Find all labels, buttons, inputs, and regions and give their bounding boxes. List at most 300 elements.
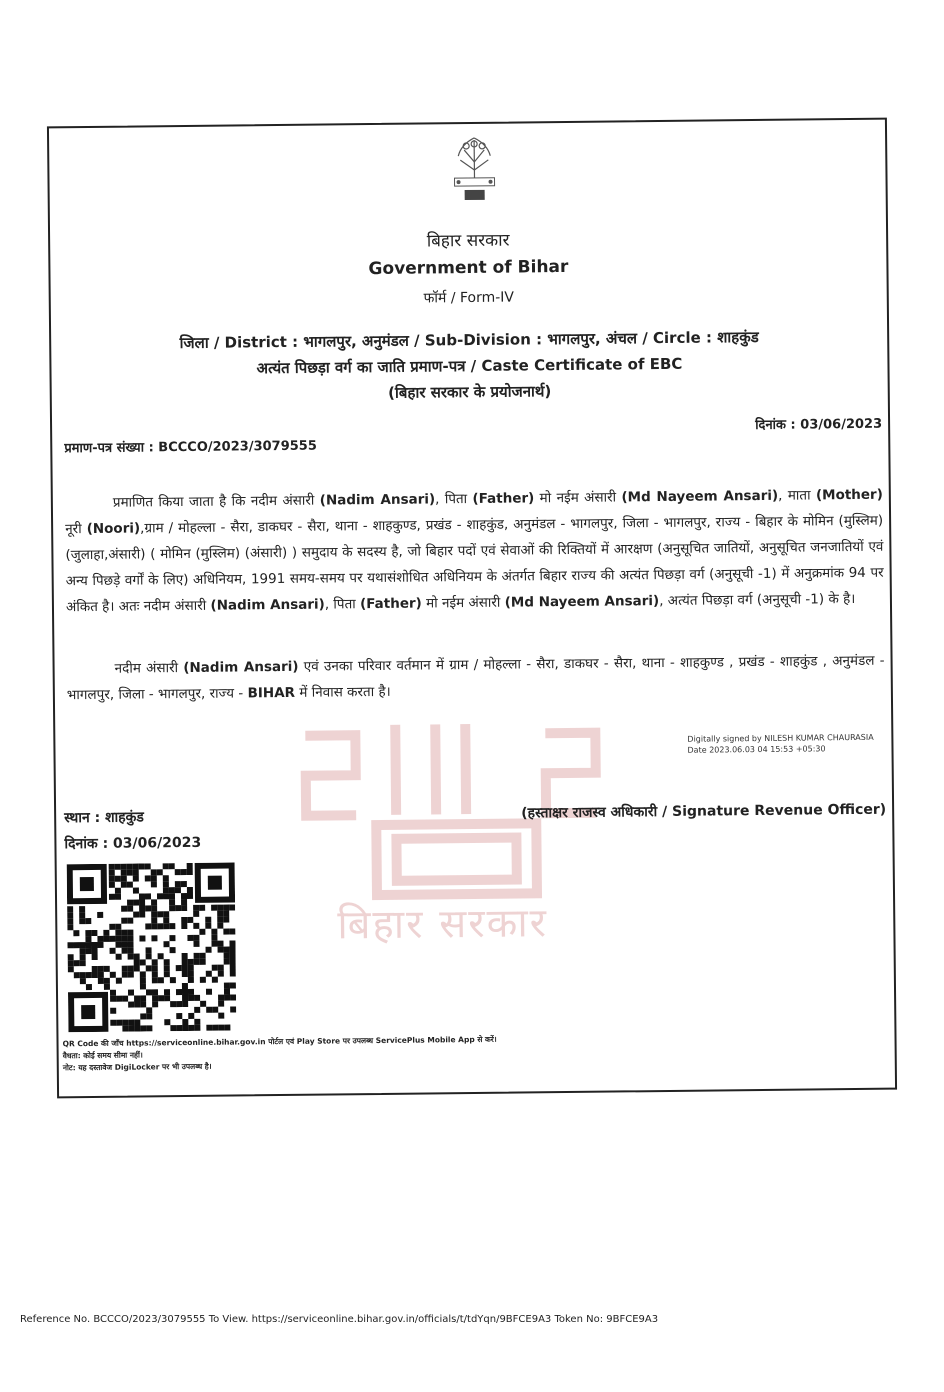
- qr-module: [127, 870, 133, 876]
- qr-module: [127, 936, 133, 942]
- location-line: जिला / District : भागलपुर, अनुमंडल / Sub-Division : भागलपुर, अंचल / Circle : शाहकुंड: [179, 327, 759, 353]
- qr-module: [127, 918, 133, 924]
- qr-module: [229, 904, 235, 910]
- qr-module: [121, 930, 127, 936]
- qr-module: [193, 905, 199, 911]
- qr-module: [169, 863, 175, 869]
- qr-module: [175, 887, 181, 893]
- qr-module: [109, 876, 115, 882]
- qr-module: [182, 959, 188, 965]
- qr-module: [133, 912, 139, 918]
- qr-module: [140, 971, 146, 977]
- qr-module: [163, 875, 169, 881]
- certificate-number: प्रमाण-पत्र संख्या : BCCCO/2023/3079555: [64, 438, 317, 457]
- qr-module: [158, 977, 164, 983]
- qr-module: [182, 1019, 188, 1025]
- qr-module: [146, 989, 152, 995]
- qr-module: [194, 959, 200, 965]
- qr-module: [217, 941, 223, 947]
- qr-module: [230, 982, 236, 988]
- qr-module: [127, 942, 133, 948]
- watermark-text: बिहार सरकार: [337, 900, 549, 949]
- signature-label: (हस्ताक्षर राजस्व अधिकारी / Signature Revenue Officer): [521, 801, 887, 822]
- qr-module: [224, 989, 230, 995]
- qr-module: [152, 977, 158, 983]
- qr-module: [68, 954, 74, 960]
- qr-module: [176, 989, 182, 995]
- qr-module: [146, 965, 152, 971]
- qr-module: [151, 875, 157, 881]
- qr-module: [163, 881, 169, 887]
- qr-module: [116, 996, 122, 1002]
- qr-module: [164, 959, 170, 965]
- qr-module: [121, 870, 127, 876]
- qr-module: [115, 888, 121, 894]
- qr-module: [146, 1013, 152, 1019]
- qr-module: [92, 972, 98, 978]
- qr-module: [146, 1025, 152, 1031]
- certificate-title: अत्यंत पिछड़ा वर्ग का जाति प्रमाण-पत्र / Caste Certificate of EBC: [256, 354, 683, 378]
- qr-module: [92, 966, 98, 972]
- qr-module: [188, 995, 194, 1001]
- qr-module: [157, 869, 163, 875]
- qr-module: [115, 864, 121, 870]
- signing-date: दिनांक : 03/06/2023: [64, 834, 202, 853]
- qr-module: [67, 942, 73, 948]
- footnote-validity: वैधता: कोई समय सीमा नहीं।: [62, 1050, 143, 1061]
- qr-module: [134, 1019, 140, 1025]
- qr-module: [181, 917, 187, 923]
- qr-module: [116, 978, 122, 984]
- qr-module: [170, 1001, 176, 1007]
- qr-module: [187, 863, 193, 869]
- qr-module: [224, 959, 230, 965]
- qr-module: [211, 935, 217, 941]
- qr-module: [79, 912, 85, 918]
- qr-module: [218, 947, 224, 953]
- qr-module: [92, 948, 98, 954]
- qr-module: [121, 918, 127, 924]
- qr-module: [200, 977, 206, 983]
- qr-module: [145, 893, 151, 899]
- qr-module: [128, 966, 134, 972]
- qr-module: [182, 971, 188, 977]
- qr-module: [80, 948, 86, 954]
- qr-module: [182, 983, 188, 989]
- qr-module: [115, 942, 121, 948]
- qr-module: [85, 942, 91, 948]
- qr-module: [205, 923, 211, 929]
- qr-module: [139, 893, 145, 899]
- footnote-digilocker: नोट: यह दस्तावेज DigiLocker पर भी उपलब्ध है।: [62, 1061, 212, 1073]
- header-govt: Government of Bihar: [368, 256, 569, 280]
- qr-module: [200, 959, 206, 965]
- qr-module: [86, 984, 92, 990]
- qr-module: [80, 960, 86, 966]
- qr-module: [193, 935, 199, 941]
- qr-module: [182, 953, 188, 959]
- qr-module: [97, 936, 103, 942]
- qr-module: [224, 983, 230, 989]
- qr-module: [230, 1006, 236, 1012]
- qr-module: [194, 1019, 200, 1025]
- qr-module: [157, 893, 163, 899]
- qr-module: [206, 1007, 212, 1013]
- qr-module: [194, 953, 200, 959]
- qr-module: [224, 1025, 230, 1031]
- qr-module: [92, 954, 98, 960]
- qr-module: [218, 1001, 224, 1007]
- qr-module: [176, 1001, 182, 1007]
- qr-module: [163, 887, 169, 893]
- residence-paragraph: नदीम अंसारी (Nadim Ansari) एवं उनका परिवार वर्तमान में ग्राम / मोहल्ला - सैरा, डाकघर - सैरा, थाना - शाहकुण्ड , प्रखंड - शाहकुंड , अनुमंडल - भागलपुर, जिला - भागलपुर, राज्य - BIHAR में निवास करता है।: [66, 652, 885, 704]
- qr-module: [230, 958, 236, 964]
- qr-module: [115, 930, 121, 936]
- qr-module: [127, 864, 133, 870]
- qr-module: [217, 923, 223, 929]
- qr-module: [152, 971, 158, 977]
- qr-module: [230, 952, 236, 958]
- qr-module: [80, 978, 86, 984]
- qr-module: [134, 965, 140, 971]
- qr-module: [151, 869, 157, 875]
- qr-module: [128, 954, 134, 960]
- qr-module: [104, 978, 110, 984]
- qr-module: [223, 917, 229, 923]
- qr-module: [146, 953, 152, 959]
- qr-module: [193, 923, 199, 929]
- qr-module: [140, 1025, 146, 1031]
- qr-module: [158, 953, 164, 959]
- qr-module: [91, 942, 97, 948]
- qr-module: [194, 995, 200, 1001]
- qr-module: [175, 905, 181, 911]
- qr-module: [121, 936, 127, 942]
- qr-module: [224, 953, 230, 959]
- qr-module: [163, 863, 169, 869]
- qr-module: [145, 863, 151, 869]
- qr-module: [116, 954, 122, 960]
- qr-module: [151, 911, 157, 917]
- qr-module: [109, 864, 115, 870]
- qr-module: [152, 995, 158, 1001]
- qr-module: [146, 1007, 152, 1013]
- qr-module: [182, 1025, 188, 1031]
- bihar-emblem-icon: [444, 134, 505, 209]
- qr-module: [109, 882, 115, 888]
- qr-module: [109, 894, 115, 900]
- qr-module: [188, 1025, 194, 1031]
- qr-module: [122, 1020, 128, 1026]
- qr-module: [152, 1001, 158, 1007]
- qr-module: [122, 996, 128, 1002]
- qr-module: [74, 972, 80, 978]
- qr-module: [175, 869, 181, 875]
- qr-module: [151, 881, 157, 887]
- qr-module: [164, 965, 170, 971]
- qr-module: [128, 1026, 134, 1032]
- qr-module: [217, 905, 223, 911]
- qr-module: [182, 995, 188, 1001]
- qr-module: [110, 1020, 116, 1026]
- qr-module: [122, 1026, 128, 1032]
- qr-module: [164, 995, 170, 1001]
- qr-module: [206, 989, 212, 995]
- qr-module: [67, 924, 73, 930]
- qr-module: [176, 1013, 182, 1019]
- qr-module: [140, 995, 146, 1001]
- qr-module: [133, 900, 139, 906]
- qr-module: [104, 966, 110, 972]
- qr-module: [86, 972, 92, 978]
- qr-module: [134, 953, 140, 959]
- qr-module: [223, 911, 229, 917]
- qr-module: [170, 977, 176, 983]
- qr-module: [80, 972, 86, 978]
- qr-module: [206, 947, 212, 953]
- qr-module: [176, 965, 182, 971]
- qr-module: [115, 924, 121, 930]
- qr-module: [181, 869, 187, 875]
- qr-module: [110, 1008, 116, 1014]
- qr-module: [211, 929, 217, 935]
- footnotes: [62, 1031, 762, 1074]
- qr-module: [200, 953, 206, 959]
- qr-module: [110, 996, 116, 1002]
- qr-module: [91, 930, 97, 936]
- qr-module: [230, 970, 236, 976]
- qr-module: [97, 942, 103, 948]
- qr-module: [145, 905, 151, 911]
- qr-module: [110, 972, 116, 978]
- qr-module: [175, 881, 181, 887]
- qr-module: [217, 917, 223, 923]
- qr-module: [169, 899, 175, 905]
- qr-module: [182, 965, 188, 971]
- qr-module: [140, 983, 146, 989]
- qr-module: [176, 1025, 182, 1031]
- qr-module: [205, 917, 211, 923]
- qr-module: [188, 965, 194, 971]
- qr-module: [163, 893, 169, 899]
- qr-module: [218, 1013, 224, 1019]
- qr-module: [157, 923, 163, 929]
- qr-module: [79, 918, 85, 924]
- qr-module: [110, 990, 116, 996]
- qr-module: [170, 1025, 176, 1031]
- qr-module: [98, 972, 104, 978]
- qr-module: [127, 900, 133, 906]
- qr-module: [193, 941, 199, 947]
- qr-module: [193, 911, 199, 917]
- qr-module: [115, 936, 121, 942]
- qr-module: [212, 1025, 218, 1031]
- qr-module: [139, 911, 145, 917]
- qr-module: [187, 887, 193, 893]
- header-hindi-govt: बिहार सरकार: [426, 230, 510, 252]
- qr-module: [109, 924, 115, 930]
- qr-module: [85, 918, 91, 924]
- qr-module: [127, 930, 133, 936]
- qr-module: [68, 960, 74, 966]
- digital-signature-block: [687, 732, 874, 756]
- qr-module: [217, 911, 223, 917]
- qr-module: [151, 923, 157, 929]
- qr-module: [229, 928, 235, 934]
- qr-module: [230, 994, 236, 1000]
- qr-module: [151, 917, 157, 923]
- qr-module: [139, 935, 145, 941]
- qr-module: [134, 995, 140, 1001]
- qr-module: [134, 1025, 140, 1031]
- qr-module: [199, 905, 205, 911]
- qr-module: [133, 864, 139, 870]
- qr-module: [181, 905, 187, 911]
- qr-module: [128, 972, 134, 978]
- qr-module: [187, 869, 193, 875]
- qr-module: [73, 930, 79, 936]
- qr-module: [128, 948, 134, 954]
- qr-module: [223, 905, 229, 911]
- qr-module: [170, 947, 176, 953]
- qr-module: [182, 1001, 188, 1007]
- qr-module: [188, 971, 194, 977]
- qr-module: [98, 966, 104, 972]
- qr-module: [104, 984, 110, 990]
- qr-module: [199, 929, 205, 935]
- issue-date: दिनांक : 03/06/2023: [755, 416, 883, 434]
- qr-module: [134, 1001, 140, 1007]
- qr-module: [194, 1007, 200, 1013]
- qr-module: [97, 912, 103, 918]
- qr-module: [121, 906, 127, 912]
- qr-module: [151, 905, 157, 911]
- form-label: फॉर्म / Form-IV: [423, 289, 515, 307]
- qr-module: [212, 977, 218, 983]
- qr-module: [151, 899, 157, 905]
- qr-module: [146, 947, 152, 953]
- qr-module: [188, 977, 194, 983]
- qr-module: [163, 941, 169, 947]
- footnote-qr-verify: QR Code की जाँच https://serviceonline.bihar.gov.in पोर्टल एवं Play Store पर उपलब्ध ServicePlus Mobile App से करें।: [62, 1034, 497, 1049]
- qr-module: [121, 864, 127, 870]
- qr-module: [128, 1002, 134, 1008]
- qr-module: [163, 923, 169, 929]
- qr-module: [152, 959, 158, 965]
- digital-signature-name: Digitally signed by NILESH KUMAR CHAURASIA: [687, 732, 874, 744]
- qr-module: [121, 942, 127, 948]
- qr-module: [181, 899, 187, 905]
- qr-module: [134, 959, 140, 965]
- qr-module: [67, 912, 73, 918]
- qr-module: [74, 960, 80, 966]
- certificate-body-paragraph: प्रमाणित किया जाता है कि नदीम अंसारी (Nadim Ansari), पिता (Father) मो नईम अंसारी (Md Nayeem Ansari), माता (Mother) नूरी (Noori),ग्राम / मोहल्ला - सैरा, डाकघर - सैरा, थाना - शाहकुण्ड, प्रखंड - शाहकुंड, अनुमंडल - भागलपुर, जिला - भागलपुर, राज्य - बिहार के मोमिन (मुस्लिम) (जुलाहा,अंसारी) ( मोमिन (मुस्लिम) (अंसारी) ) समुदाय के सदस्य है, जो बिहार पदों एवं सेवाओं की रिक्तियों में आरक्षण (अनुसूचित जातियों, अनुसूचित जनजातियों एवं अन्य पिछड़े वर्गों के लिए) अधिनियम, 1991 समय-समय पर यथासंशोधित अधिनियम के अंतर्गत बिहार राज्य की अत्यंत पिछड़ा वर्ग (अनुसूची -1) में अनुक्रमांक 94 पर अंकित है। अतः नदीम अंसारी (Nadim Ansari), पिता (Father) मो नईम अंसारी (Md Nayeem Ansari), अत्यंत पिछड़ा वर्ग (अनुसूची -1) के है।: [65, 486, 884, 616]
- qr-module: [181, 881, 187, 887]
- qr-module: [211, 905, 217, 911]
- place-label: स्थान : शाहकुंड: [64, 809, 144, 827]
- qr-module: [122, 966, 128, 972]
- qr-module: [110, 948, 116, 954]
- qr-module: [163, 917, 169, 923]
- qr-module: [169, 893, 175, 899]
- qr-module: [128, 1020, 134, 1026]
- qr-module: [133, 888, 139, 894]
- qr-module: [85, 930, 91, 936]
- qr-module: [67, 918, 73, 924]
- qr-module: [218, 971, 224, 977]
- qr-module: [181, 893, 187, 899]
- qr-module: [109, 870, 115, 876]
- qr-module: [127, 882, 133, 888]
- qr-module: [229, 940, 235, 946]
- qr-module: [79, 942, 85, 948]
- qr-module: [122, 948, 128, 954]
- qr-module: [139, 899, 145, 905]
- qr-module: [200, 1001, 206, 1007]
- qr-module: [139, 863, 145, 869]
- qr-module: [127, 906, 133, 912]
- qr-module: [206, 971, 212, 977]
- qr-module: [164, 989, 170, 995]
- qr-code[interactable]: [67, 862, 237, 1032]
- qr-module: [158, 995, 164, 1001]
- qr-module: [79, 906, 85, 912]
- qr-module: [73, 942, 79, 948]
- qr-module: [152, 989, 158, 995]
- qr-module: [128, 990, 134, 996]
- qr-module: [145, 875, 151, 881]
- qr-module: [164, 1019, 170, 1025]
- qr-module: [224, 947, 230, 953]
- qr-module: [224, 995, 230, 1001]
- qr-module: [86, 948, 92, 954]
- qr-module: [230, 946, 236, 952]
- qr-module: [218, 995, 224, 1001]
- qr-module: [194, 1025, 200, 1031]
- qr-module: [151, 935, 157, 941]
- qr-module: [152, 965, 158, 971]
- digital-signature-date: Date 2023.06.03 04 15:53 +05:30: [687, 744, 826, 755]
- qr-module: [188, 959, 194, 965]
- qr-module: [218, 1025, 224, 1031]
- qr-module: [218, 965, 224, 971]
- qr-module: [212, 965, 218, 971]
- qr-module: [145, 923, 151, 929]
- qr-module: [85, 936, 91, 942]
- qr-module: [187, 917, 193, 923]
- qr-module: [182, 989, 188, 995]
- certificate-purpose: (बिहार सरकार के प्रयोजनार्थ): [388, 382, 552, 402]
- qr-module: [212, 1007, 218, 1013]
- qr-module: [115, 894, 121, 900]
- qr-module: [68, 966, 74, 972]
- qr-module: [223, 929, 229, 935]
- qr-module: [121, 876, 127, 882]
- reference-line: Reference No. BCCCO/2023/3079555 To View. https://serviceonline.bihar.gov.in/officials/t/tdYqn/9BFCE9A3 Token No: 9BFCE9A3: [20, 1314, 659, 1325]
- qr-module: [169, 905, 175, 911]
- qr-module: [139, 905, 145, 911]
- qr-module: [121, 882, 127, 888]
- qr-module: [98, 978, 104, 984]
- qr-module: [116, 1020, 122, 1026]
- qr-module: [230, 964, 236, 970]
- qr-module: [164, 971, 170, 977]
- qr-module: [67, 906, 73, 912]
- qr-module: [80, 954, 86, 960]
- qr-module: [140, 1013, 146, 1019]
- qr-module: [133, 876, 139, 882]
- qr-module: [169, 887, 175, 893]
